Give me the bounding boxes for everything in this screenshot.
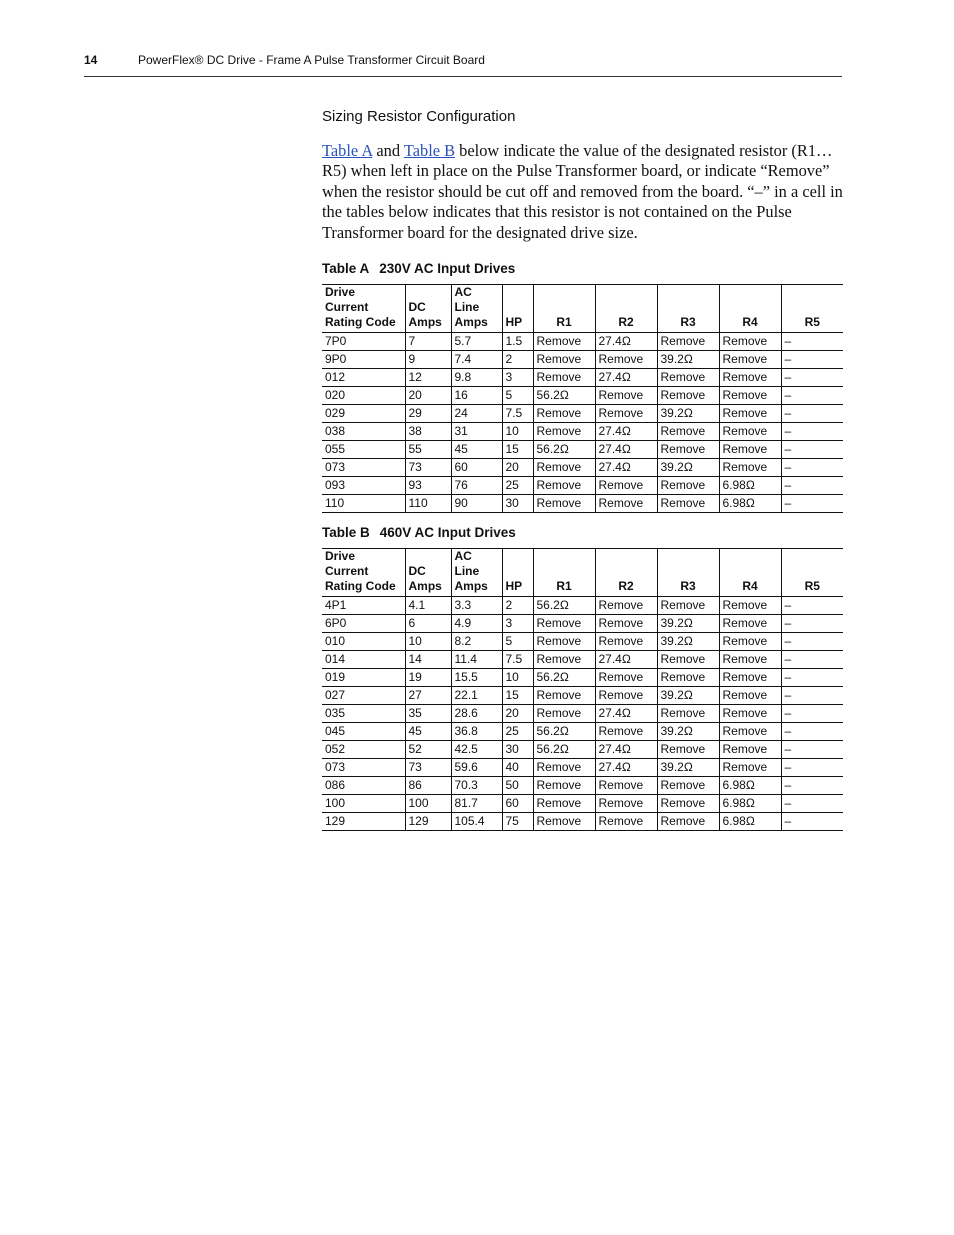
table-cell: 027 (322, 687, 405, 705)
table-row (322, 705, 843, 723)
table-cell: 7P0 (322, 333, 405, 351)
column-header: R1 (533, 285, 595, 333)
table-cell: Remove (719, 723, 781, 741)
table-cell: Remove (657, 813, 719, 831)
table-cell: 6 (405, 615, 451, 633)
table-cell: 12 (405, 369, 451, 387)
column-header: Drive Current Rating Code (322, 549, 405, 597)
table-cell: 035 (322, 705, 405, 723)
table-cell: 3 (502, 615, 533, 633)
table-cell: 4P1 (322, 597, 405, 615)
table-cell: – (781, 741, 843, 759)
table-cell: 40 (502, 759, 533, 777)
table-cell: 029 (322, 405, 405, 423)
table-cell: 27.4Ω (595, 741, 657, 759)
table-cell: 3.3 (451, 597, 502, 615)
column-header: HP (502, 549, 533, 597)
table-cell: Remove (657, 777, 719, 795)
column-header: R3 (657, 285, 719, 333)
table-cell: – (781, 423, 843, 441)
table-cell: 27 (405, 687, 451, 705)
table-cell: – (781, 759, 843, 777)
table-header-row (322, 549, 843, 597)
table-cell: – (781, 723, 843, 741)
table-cell: 39.2Ω (657, 687, 719, 705)
table-cell: Remove (719, 741, 781, 759)
table-b (322, 548, 843, 831)
table-cell: Remove (719, 687, 781, 705)
table-a-label: Table A (322, 261, 370, 276)
table-cell: Remove (657, 477, 719, 495)
table-cell: 27.4Ω (595, 441, 657, 459)
table-cell: – (781, 795, 843, 813)
table-row (322, 723, 843, 741)
table-row (322, 351, 843, 369)
table-cell: 36.8 (451, 723, 502, 741)
table-cell: 6.98Ω (719, 795, 781, 813)
table-cell: 31 (451, 423, 502, 441)
table-cell: Remove (595, 687, 657, 705)
table-cell: Remove (533, 477, 595, 495)
table-cell: Remove (657, 795, 719, 813)
table-cell: Remove (533, 759, 595, 777)
table-cell: Remove (595, 723, 657, 741)
table-cell: Remove (533, 615, 595, 633)
table-cell: Remove (595, 669, 657, 687)
table-cell: 35 (405, 705, 451, 723)
table-cell: 60 (502, 795, 533, 813)
table-cell: 045 (322, 723, 405, 741)
table-row (322, 369, 843, 387)
table-cell: 27.4Ω (595, 705, 657, 723)
table-cell: 27.4Ω (595, 423, 657, 441)
page-header (84, 52, 842, 77)
table-row (322, 741, 843, 759)
table-cell: 11.4 (451, 651, 502, 669)
table-cell: 6.98Ω (719, 777, 781, 795)
table-cell: 39.2Ω (657, 405, 719, 423)
table-cell: – (781, 459, 843, 477)
table-cell: 56.2Ω (533, 741, 595, 759)
table-cell: – (781, 813, 843, 831)
table-cell: 15.5 (451, 669, 502, 687)
table-cell: Remove (595, 615, 657, 633)
table-cell: 20 (502, 459, 533, 477)
table-cell: 3 (502, 369, 533, 387)
table-cell: 038 (322, 423, 405, 441)
table-cell: 9 (405, 351, 451, 369)
column-header: HP (502, 285, 533, 333)
table-cell: 20 (405, 387, 451, 405)
table-cell: 25 (502, 477, 533, 495)
table-a-title: 230V AC Input Drives (379, 261, 516, 276)
table-cell: Remove (533, 777, 595, 795)
table-cell: 75 (502, 813, 533, 831)
table-cell: – (781, 687, 843, 705)
table-cell: Remove (657, 423, 719, 441)
table-cell: 105.4 (451, 813, 502, 831)
intro-paragraph (322, 141, 847, 243)
table-cell: Remove (657, 651, 719, 669)
table-cell: Remove (595, 795, 657, 813)
table-row (322, 687, 843, 705)
table-cell: – (781, 387, 843, 405)
table-row (322, 795, 843, 813)
column-header: R4 (719, 549, 781, 597)
table-cell: 8.2 (451, 633, 502, 651)
column-header: DC Amps (405, 549, 451, 597)
table-cell: 30 (502, 741, 533, 759)
table-cell: 110 (322, 495, 405, 513)
table-cell: 25 (502, 723, 533, 741)
table-row (322, 651, 843, 669)
table-cell: 27.4Ω (595, 651, 657, 669)
table-row (322, 423, 843, 441)
table-cell: – (781, 351, 843, 369)
table-cell: Remove (533, 459, 595, 477)
table-cell: Remove (595, 813, 657, 831)
column-header: AC Line Amps (451, 285, 502, 333)
table-cell: 086 (322, 777, 405, 795)
table-cell: 7.5 (502, 405, 533, 423)
table-cell: 19 (405, 669, 451, 687)
table-cell: 86 (405, 777, 451, 795)
table-cell: 14 (405, 651, 451, 669)
table-cell: 55 (405, 441, 451, 459)
table-cell: 39.2Ω (657, 351, 719, 369)
table-cell: Remove (595, 777, 657, 795)
table-row (322, 459, 843, 477)
table-row (322, 477, 843, 495)
table-cell: Remove (719, 633, 781, 651)
table-cell: – (781, 333, 843, 351)
table-header-row (322, 285, 843, 333)
running-title: PowerFlex® DC Drive - Frame A Pulse Transformer Circuit Board (138, 53, 485, 67)
table-cell: Remove (533, 405, 595, 423)
table-cell: Remove (719, 369, 781, 387)
table-cell: 27.4Ω (595, 759, 657, 777)
table-cell: – (781, 651, 843, 669)
table-cell: 39.2Ω (657, 633, 719, 651)
table-cell: Remove (719, 459, 781, 477)
table-row (322, 333, 843, 351)
table-cell: – (781, 597, 843, 615)
table-row (322, 441, 843, 459)
table-cell: 014 (322, 651, 405, 669)
table-cell: 24 (451, 405, 502, 423)
table-cell: 7.5 (502, 651, 533, 669)
column-header: AC Line Amps (451, 549, 502, 597)
table-cell: 39.2Ω (657, 615, 719, 633)
table-cell: Remove (657, 441, 719, 459)
table-cell: 76 (451, 477, 502, 495)
table-cell: 2 (502, 597, 533, 615)
table-cell: 42.5 (451, 741, 502, 759)
table-cell: 56.2Ω (533, 387, 595, 405)
table-cell: Remove (595, 597, 657, 615)
table-cell: Remove (533, 705, 595, 723)
table-cell: Remove (657, 597, 719, 615)
table-cell: 52 (405, 741, 451, 759)
table-cell: Remove (533, 423, 595, 441)
table-cell: Remove (657, 495, 719, 513)
table-cell: 39.2Ω (657, 759, 719, 777)
table-cell: Remove (533, 633, 595, 651)
table-cell: Remove (595, 387, 657, 405)
table-row (322, 813, 843, 831)
table-row (322, 387, 843, 405)
table-cell: Remove (719, 615, 781, 633)
table-cell: 38 (405, 423, 451, 441)
table-cell: 60 (451, 459, 502, 477)
table-b-label: Table B (322, 525, 370, 540)
table-cell: Remove (657, 333, 719, 351)
column-header: DC Amps (405, 285, 451, 333)
table-cell: Remove (657, 705, 719, 723)
table-cell: – (781, 669, 843, 687)
table-cell: 129 (405, 813, 451, 831)
table-cell: Remove (719, 597, 781, 615)
table-cell: Remove (657, 741, 719, 759)
table-cell: 70.3 (451, 777, 502, 795)
table-b-caption (322, 525, 516, 540)
table-cell: 7 (405, 333, 451, 351)
table-cell: 012 (322, 369, 405, 387)
table-cell: Remove (533, 813, 595, 831)
table-cell: 5 (502, 387, 533, 405)
column-header: R4 (719, 285, 781, 333)
table-cell: 093 (322, 477, 405, 495)
table-cell: 5.7 (451, 333, 502, 351)
table-cell: 81.7 (451, 795, 502, 813)
table-cell: Remove (719, 405, 781, 423)
table-cell: 29 (405, 405, 451, 423)
column-header: R2 (595, 285, 657, 333)
table-row (322, 405, 843, 423)
table-cell: 020 (322, 387, 405, 405)
table-cell: 73 (405, 759, 451, 777)
table-cell: Remove (533, 687, 595, 705)
table-cell: 20 (502, 705, 533, 723)
table-cell: – (781, 615, 843, 633)
table-cell: 22.1 (451, 687, 502, 705)
table-cell: 019 (322, 669, 405, 687)
table-cell: Remove (595, 351, 657, 369)
table-cell: 5 (502, 633, 533, 651)
table-cell: 129 (322, 813, 405, 831)
table-cell: Remove (657, 369, 719, 387)
table-row (322, 633, 843, 651)
table-cell: 10 (405, 633, 451, 651)
table-cell: 15 (502, 687, 533, 705)
table-cell: 27.4Ω (595, 369, 657, 387)
table-cell: 73 (405, 459, 451, 477)
table-cell: 110 (405, 495, 451, 513)
table-cell: – (781, 369, 843, 387)
table-cell: Remove (533, 351, 595, 369)
table-cell: 10 (502, 669, 533, 687)
table-cell: Remove (657, 669, 719, 687)
section-heading: Sizing Resistor Configuration (322, 108, 516, 125)
table-cell: Remove (719, 759, 781, 777)
table-cell: Remove (719, 669, 781, 687)
table-cell: 6.98Ω (719, 495, 781, 513)
table-cell: Remove (595, 405, 657, 423)
table-cell: 27.4Ω (595, 459, 657, 477)
table-cell: 10 (502, 423, 533, 441)
table-cell: 39.2Ω (657, 723, 719, 741)
table-cell: Remove (533, 495, 595, 513)
table-cell: 6.98Ω (719, 813, 781, 831)
table-cell: 28.6 (451, 705, 502, 723)
table-cell: 30 (502, 495, 533, 513)
table-cell: 073 (322, 459, 405, 477)
table-row (322, 597, 843, 615)
table-cell: 15 (502, 441, 533, 459)
table-cell: – (781, 777, 843, 795)
table-cell: 50 (502, 777, 533, 795)
table-cell: 90 (451, 495, 502, 513)
table-cell: 4.9 (451, 615, 502, 633)
table-cell: Remove (533, 369, 595, 387)
table-cell: 4.1 (405, 597, 451, 615)
table-cell: Remove (657, 387, 719, 405)
page-number: 14 (84, 53, 98, 67)
table-cell: 100 (405, 795, 451, 813)
table-cell: Remove (719, 351, 781, 369)
table-cell: Remove (719, 387, 781, 405)
table-cell: 9P0 (322, 351, 405, 369)
table-cell: 39.2Ω (657, 459, 719, 477)
table-cell: 45 (451, 441, 502, 459)
column-header: R5 (781, 285, 843, 333)
table-cell: 56.2Ω (533, 441, 595, 459)
table-cell: 45 (405, 723, 451, 741)
table-row (322, 759, 843, 777)
column-header: Drive Current Rating Code (322, 285, 405, 333)
table-cell: 56.2Ω (533, 669, 595, 687)
table-row (322, 777, 843, 795)
table-cell: 7.4 (451, 351, 502, 369)
table-row (322, 495, 843, 513)
column-header: R1 (533, 549, 595, 597)
table-a-caption (322, 261, 515, 276)
table-row (322, 669, 843, 687)
table-cell: 56.2Ω (533, 597, 595, 615)
table-cell: 27.4Ω (595, 333, 657, 351)
column-header: R3 (657, 549, 719, 597)
table-cell: – (781, 705, 843, 723)
table-cell: 055 (322, 441, 405, 459)
table-cell: 6.98Ω (719, 477, 781, 495)
table-cell: 073 (322, 759, 405, 777)
table-cell: – (781, 441, 843, 459)
table-b-link[interactable]: Table B (403, 141, 456, 160)
table-a-link[interactable]: Table A (322, 141, 373, 160)
table-cell: Remove (533, 333, 595, 351)
table-cell: 93 (405, 477, 451, 495)
table-row (322, 615, 843, 633)
table-cell: Remove (595, 477, 657, 495)
intro-and: and (372, 141, 404, 160)
table-cell: 052 (322, 741, 405, 759)
table-cell: 56.2Ω (533, 723, 595, 741)
table-cell: 100 (322, 795, 405, 813)
table-cell: 9.8 (451, 369, 502, 387)
table-cell: 2 (502, 351, 533, 369)
table-cell: – (781, 477, 843, 495)
table-cell: – (781, 405, 843, 423)
table-b-title: 460V AC Input Drives (379, 525, 516, 540)
table-cell: Remove (719, 333, 781, 351)
table-cell: Remove (533, 795, 595, 813)
table-a (322, 284, 843, 513)
table-cell: – (781, 495, 843, 513)
table-cell: 1.5 (502, 333, 533, 351)
table-cell: – (781, 633, 843, 651)
column-header: R5 (781, 549, 843, 597)
table-cell: Remove (595, 633, 657, 651)
table-cell: 010 (322, 633, 405, 651)
table-cell: Remove (719, 651, 781, 669)
table-cell: Remove (719, 705, 781, 723)
table-cell: Remove (719, 423, 781, 441)
intro-text: below indicate the value of the designated resistor (R1…R5) when left in place on the Pulse Transformer board, or indicate “Remove” when the resistor should be cut off and removed from the board. “–” in a cell in the tables below indicates that this resistor is not contained on the Pulse Transformer board for the designated drive size. (322, 141, 843, 242)
table-cell: Remove (719, 441, 781, 459)
table-cell: 6P0 (322, 615, 405, 633)
table-cell: 59.6 (451, 759, 502, 777)
table-cell: Remove (595, 495, 657, 513)
column-header: R2 (595, 549, 657, 597)
table-cell: Remove (533, 651, 595, 669)
table-cell: 16 (451, 387, 502, 405)
